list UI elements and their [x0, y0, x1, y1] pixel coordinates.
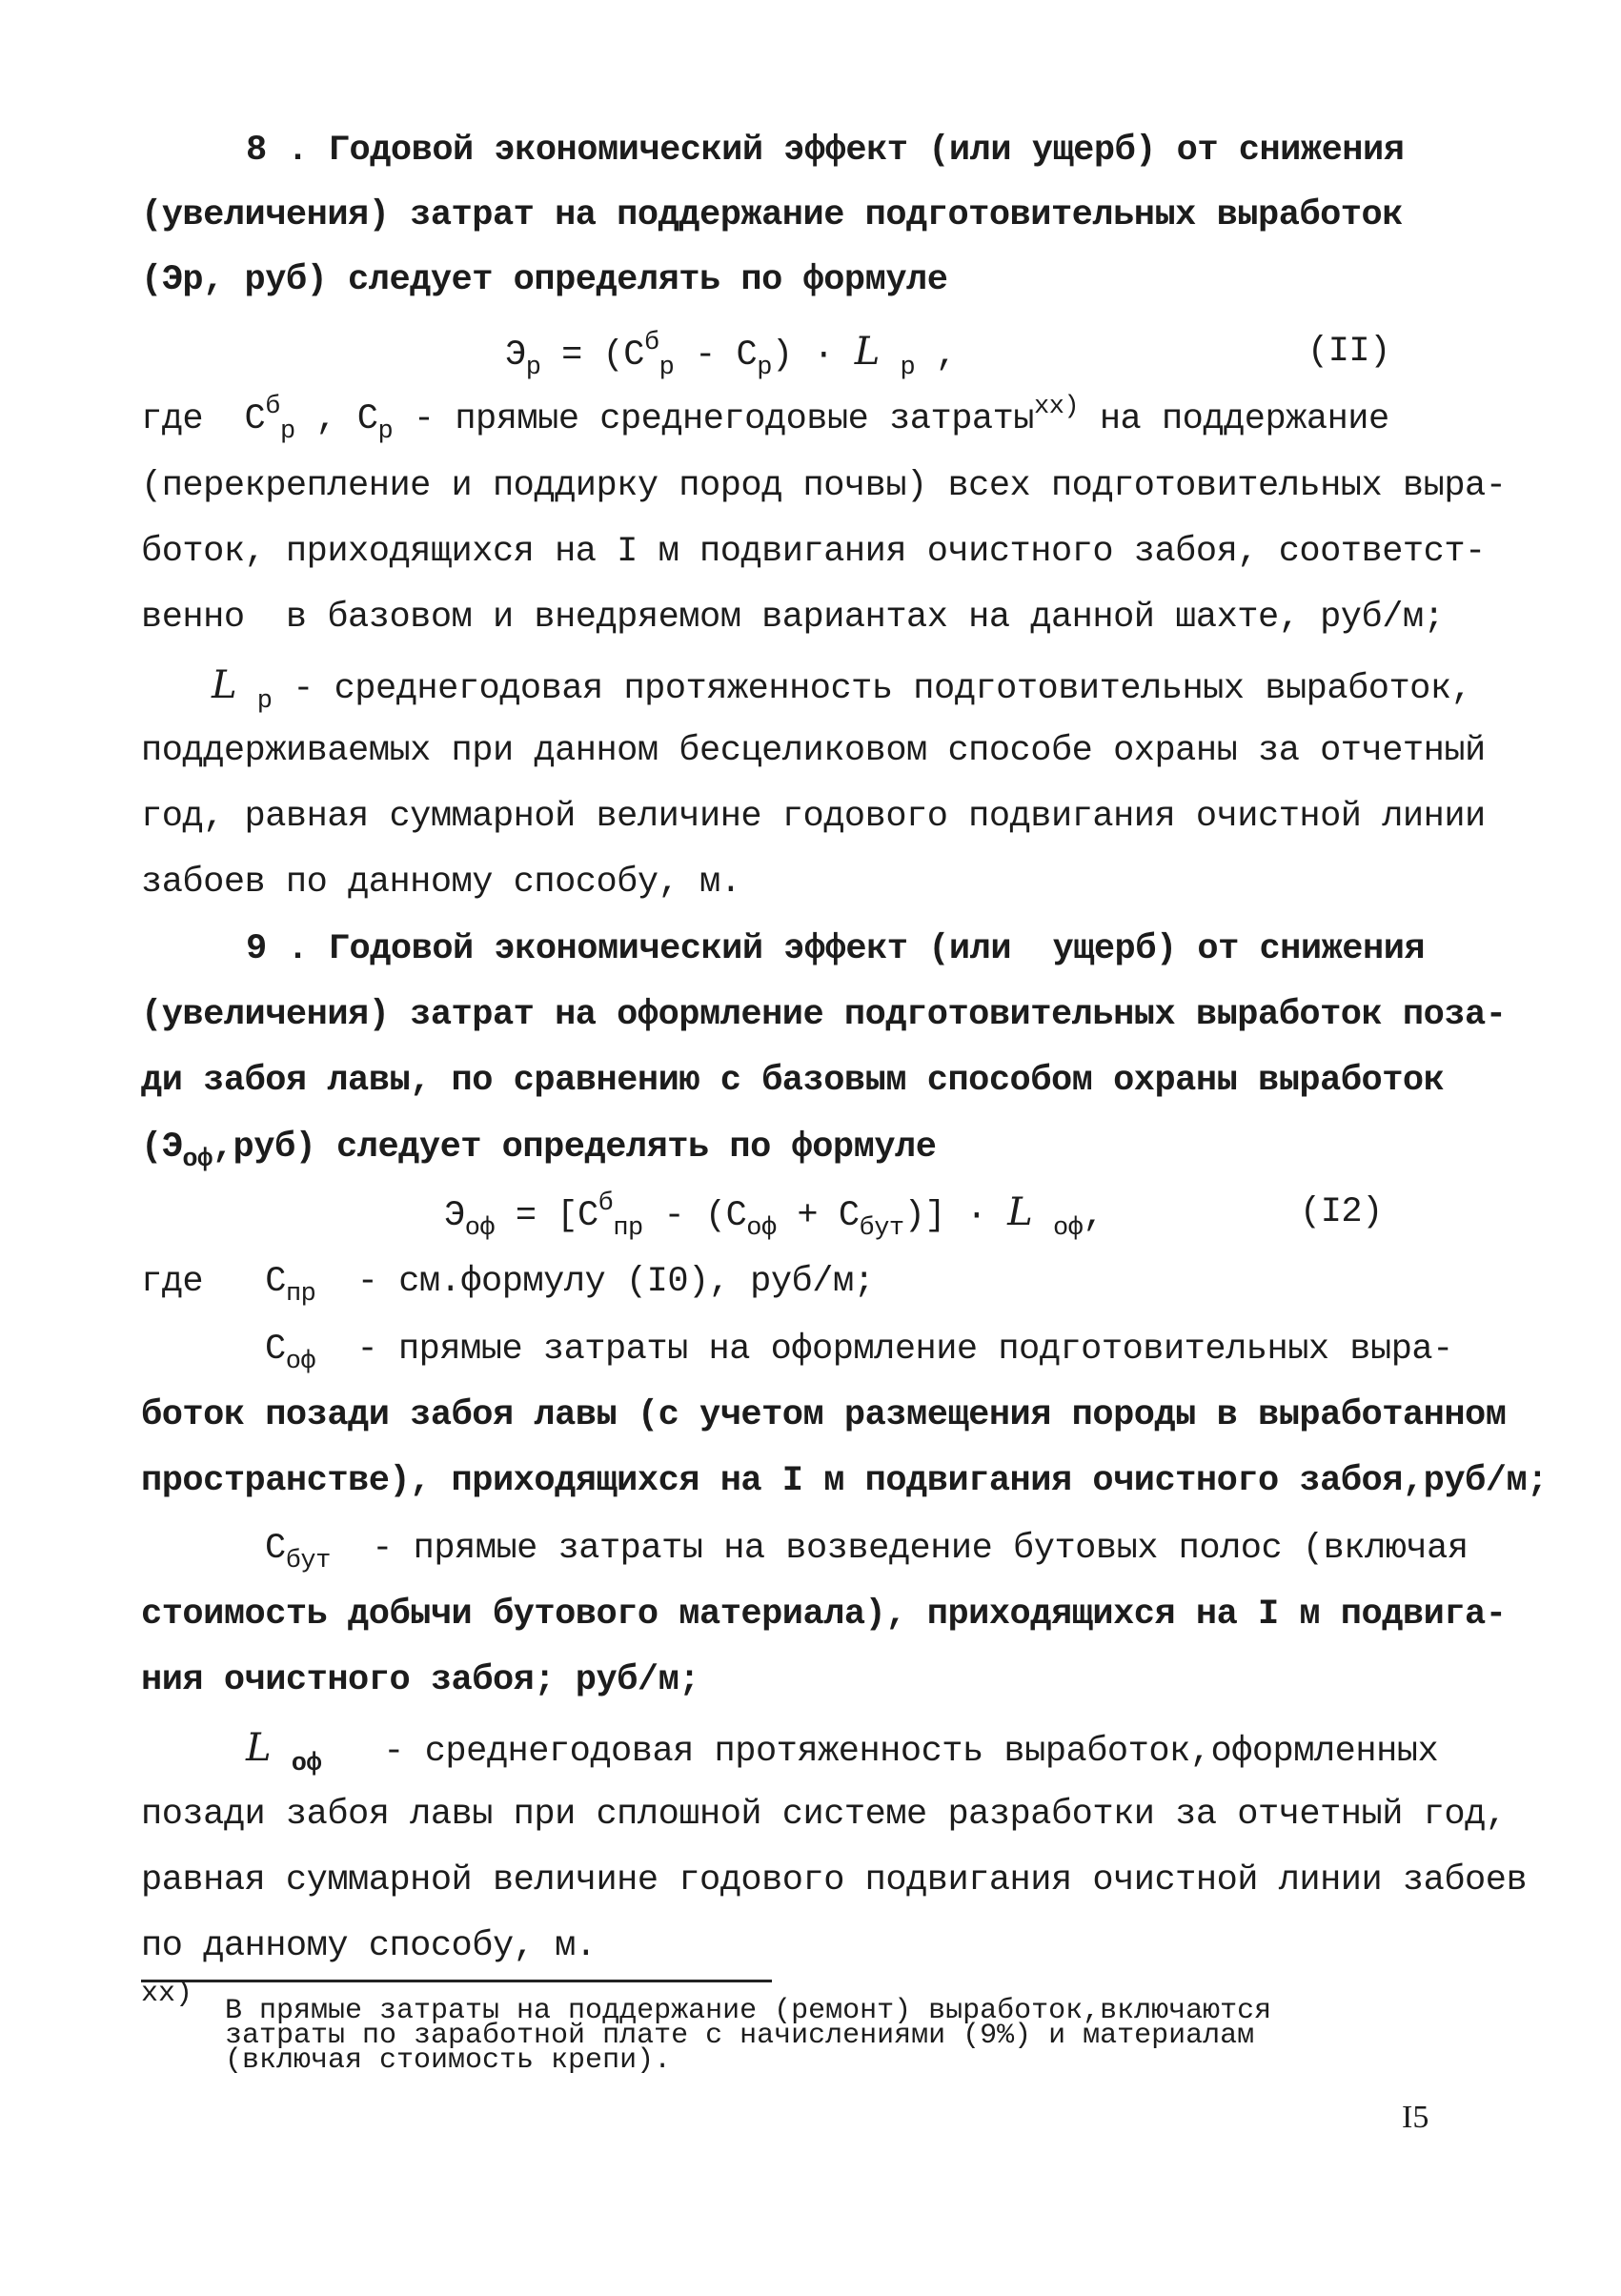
p8-line-2: (увеличения) затрат на поддержание подготовительных выработок — [141, 195, 1403, 235]
formula-12-number: (I2) — [1300, 1192, 1383, 1232]
where-line-3: боток, приходящихся на I м подвигания очистного забоя, соответст- — [141, 532, 1486, 572]
footnote-line-2: затраты по заработной плате с начислениями (9%) и материалам — [225, 2020, 1255, 2052]
cof-def-line-1: $С_{оф}$ - прямые затраты на оформление подготовительных выра- — [265, 1330, 1453, 1376]
footnote-rule — [141, 1980, 772, 1982]
cof-def-line-3: пространстве), приходящихся на I м подвигания очистного забоя,руб/м; — [141, 1461, 1548, 1501]
lof-def-line-3: равная суммарной величине годового подвигания очистной линии забоев — [141, 1860, 1528, 1900]
footnote-line-1: В прямые затраты на поддержание (ремонт) выработок,включаются — [225, 1995, 1272, 2027]
lp-def-line-1: L $_р$ - среднегодовая протяженность подготовительных выработок, — [212, 663, 1472, 716]
cbut-def-line-3: ния очистного забоя; руб/м; — [141, 1660, 699, 1700]
where-line-1: где $С^б_р$ , $С_р$ - прямые среднегодовые затраты$^{хх)}$ на поддержание — [141, 393, 1389, 446]
footnote-mark: хх) — [141, 1978, 193, 2010]
formula-11-number: (II) — [1307, 332, 1390, 372]
formula-11: $Э_р = (С^б_р - С_р) \cdot L$ $_р$ , — [505, 329, 957, 382]
lof-def-line-4: по данному способу, м. — [141, 1926, 597, 1966]
lof-def-line-2: позади забоя лавы при сплошной системе разработки за отчетный год, — [141, 1795, 1507, 1835]
where-line-2: (перекрепление и поддирку пород почвы) всех подготовительных выра- — [141, 466, 1507, 506]
cbut-def-line-2: стоимость добычи бутового материала), приходящихся на I м подвига- — [141, 1595, 1507, 1635]
p9-line-4: $(Э_{оф},руб)$ следует определять по формуле — [141, 1128, 937, 1174]
p8-line-3: (Эр, руб) следует определять по формуле — [141, 260, 948, 300]
cof-def-line-2: боток позади забоя лавы (с учетом размещения породы в выработанном — [141, 1395, 1507, 1435]
cbut-def-line-1: $С_{бут}$ - прямые затраты на возведение бутовых полос (включая — [265, 1529, 1469, 1575]
where2-line: где $С_{пр}$ - см.формулу (I0), руб/м; — [141, 1262, 875, 1309]
page-number: I5 — [1402, 2100, 1429, 2135]
p9-line-1: 9 . Годовой экономический эффект (или ущерб) от снижения — [246, 929, 1426, 969]
footnote-line-3: (включая стоимость крепи). — [225, 2044, 672, 2077]
p9-line-2: (увеличения) затрат на оформление подготовительных выработок поза- — [141, 995, 1507, 1035]
lof-def-line-1: L $_{оф}$ - среднегодовая протяженность выработок,оформленных — [246, 1726, 1439, 1778]
where-line-4: венно в базовом и внедряемом вариантах на данной шахте, руб/м; — [141, 598, 1445, 638]
p9-line-3: ди забоя лавы, по сравнению с базовым способом охраны выработок — [141, 1061, 1445, 1101]
p8-line-1: 8 . Годовой экономический эффект (или ущерб) от снижения — [246, 131, 1405, 171]
lp-def-line-3: год, равная суммарной величине годового подвигания очистной линии — [141, 797, 1486, 837]
lp-def-line-2: поддерживаемых при данном бесцеликовом способе охраны за отчетный — [141, 731, 1486, 771]
lp-def-line-4: забоев по данному способу, м. — [141, 863, 741, 903]
formula-12: $Э_{оф} = [С^б_{пр} - (С_{оф} + С_{бут})] \cdot L$ $_{оф}$, — [444, 1189, 1104, 1243]
